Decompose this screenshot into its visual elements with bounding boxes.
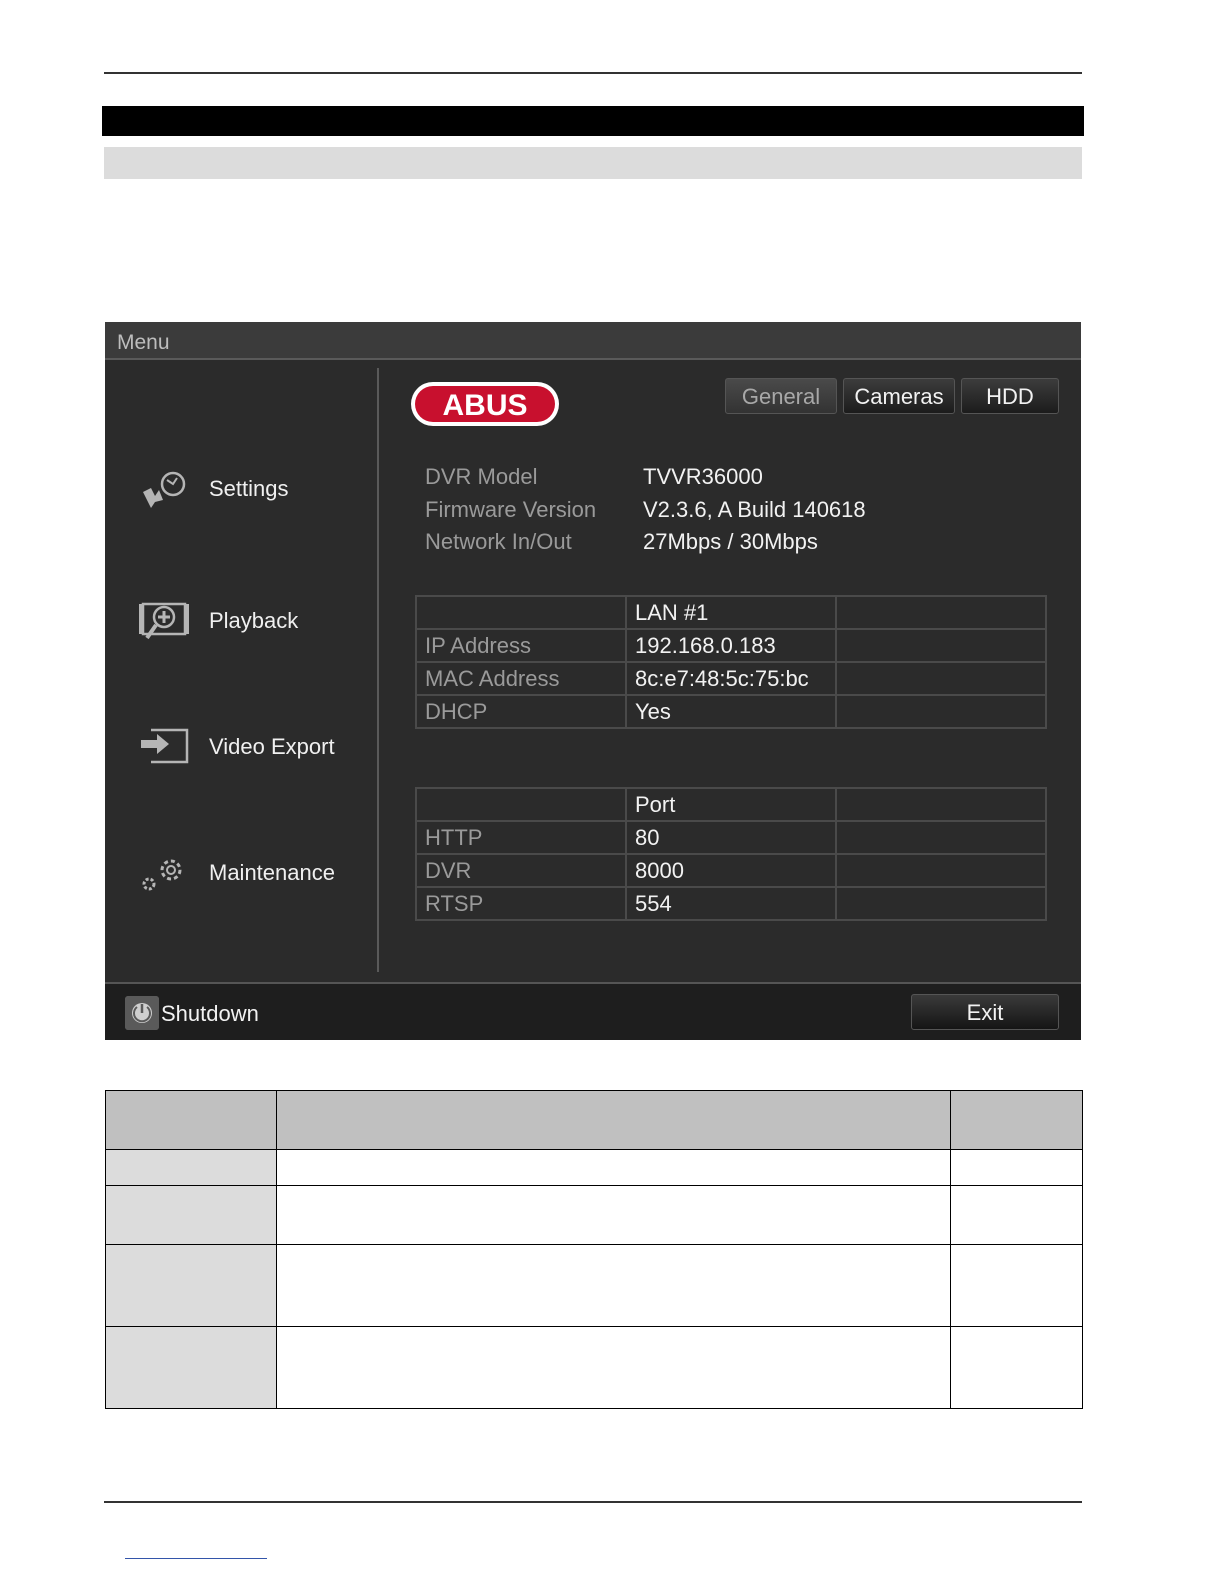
row-key: HTTP xyxy=(416,821,626,854)
table-row xyxy=(416,662,1046,695)
dvr-screenshot xyxy=(105,322,1081,1038)
table-cell xyxy=(106,1091,277,1150)
table-cell xyxy=(836,629,1046,662)
tab-cameras[interactable]: Cameras xyxy=(843,378,955,414)
sidebar-item-maintenance[interactable] xyxy=(133,842,373,902)
table-cell xyxy=(277,1186,951,1245)
info-label-dvr-model: DVR Model xyxy=(425,464,538,489)
abus-logo xyxy=(409,380,561,428)
info-label-network: Network In/Out xyxy=(425,529,572,554)
table-row xyxy=(106,1150,1083,1186)
port-header: Port xyxy=(626,788,836,821)
table-cell xyxy=(106,1186,277,1245)
menu-bar xyxy=(105,322,1081,360)
sidebar-divider xyxy=(377,368,379,972)
table-row xyxy=(106,1186,1083,1245)
sidebar-item-playback[interactable] xyxy=(133,590,373,650)
table-cell xyxy=(416,788,626,821)
row-key: IP Address xyxy=(416,629,626,662)
table-cell xyxy=(836,662,1046,695)
table-cell xyxy=(836,821,1046,854)
row-key: DVR xyxy=(416,854,626,887)
video-export-icon xyxy=(137,724,191,768)
row-key: DHCP xyxy=(416,695,626,728)
tab-general[interactable]: General xyxy=(725,378,837,414)
sidebar-item-label: Settings xyxy=(209,476,289,501)
table-cell xyxy=(277,1150,951,1186)
info-value-firmware: V2.3.6, A Build 140618 xyxy=(643,497,866,522)
table-cell xyxy=(951,1091,1083,1150)
table-row xyxy=(416,854,1046,887)
row-value: 8000 xyxy=(626,854,836,887)
table-cell xyxy=(106,1245,277,1327)
maintenance-icon xyxy=(137,850,191,894)
port-table xyxy=(415,787,1047,921)
row-value: Yes xyxy=(626,695,836,728)
sidebar-item-video-export[interactable] xyxy=(133,716,373,776)
tab-hdd[interactable]: HDD xyxy=(961,378,1059,414)
table-cell xyxy=(836,695,1046,728)
table-cell xyxy=(951,1150,1083,1186)
table-cell xyxy=(836,596,1046,629)
menu-title: Menu xyxy=(117,331,170,354)
power-icon xyxy=(125,996,159,1030)
table-cell xyxy=(836,887,1046,920)
bottom-rule xyxy=(104,1501,1082,1503)
row-key: RTSP xyxy=(416,887,626,920)
info-value-dvr-model: TVVR36000 xyxy=(643,464,763,489)
section-header-bar xyxy=(102,106,1084,136)
table-cell xyxy=(951,1327,1083,1409)
bottom-bar xyxy=(105,982,1081,1040)
row-value: 8c:e7:48:5c:75:bc xyxy=(626,662,836,695)
table-cell xyxy=(277,1245,951,1327)
table-cell xyxy=(277,1091,951,1150)
sidebar-item-label: Video Export xyxy=(209,734,335,759)
row-value: 554 xyxy=(626,887,836,920)
exit-button[interactable]: Exit xyxy=(911,994,1059,1030)
footer-link-underline xyxy=(125,1558,267,1559)
table-row xyxy=(416,695,1046,728)
row-key: MAC Address xyxy=(416,662,626,695)
lan-table xyxy=(415,595,1047,729)
lan-header: LAN #1 xyxy=(626,596,836,629)
table-cell xyxy=(106,1150,277,1186)
table-cell xyxy=(106,1327,277,1409)
document-table xyxy=(105,1090,1083,1409)
table-header-row xyxy=(106,1091,1083,1150)
row-value: 192.168.0.183 xyxy=(626,629,836,662)
subsection-header-bar xyxy=(104,147,1082,179)
table-row xyxy=(416,629,1046,662)
info-label-firmware: Firmware Version xyxy=(425,497,597,522)
table-row xyxy=(416,887,1046,920)
table-cell xyxy=(951,1245,1083,1327)
info-value-network: 27Mbps / 30Mbps xyxy=(643,529,818,554)
table-cell xyxy=(836,854,1046,887)
sidebar-item-settings[interactable] xyxy=(133,458,373,518)
shutdown-label: Shutdown xyxy=(161,1001,259,1026)
table-row xyxy=(106,1245,1083,1327)
table-row xyxy=(106,1327,1083,1409)
table-row xyxy=(416,821,1046,854)
table-row xyxy=(416,596,1046,629)
table-cell xyxy=(836,788,1046,821)
sidebar-item-label: Playback xyxy=(209,608,299,633)
sidebar-item-label: Maintenance xyxy=(209,860,335,885)
table-cell xyxy=(951,1186,1083,1245)
settings-icon xyxy=(137,466,191,510)
table-row xyxy=(416,788,1046,821)
table-cell xyxy=(416,596,626,629)
row-value: 80 xyxy=(626,821,836,854)
logo-text: ABUS xyxy=(442,389,528,422)
table-cell xyxy=(277,1327,951,1409)
playback-icon xyxy=(137,598,191,642)
top-rule xyxy=(104,72,1082,74)
